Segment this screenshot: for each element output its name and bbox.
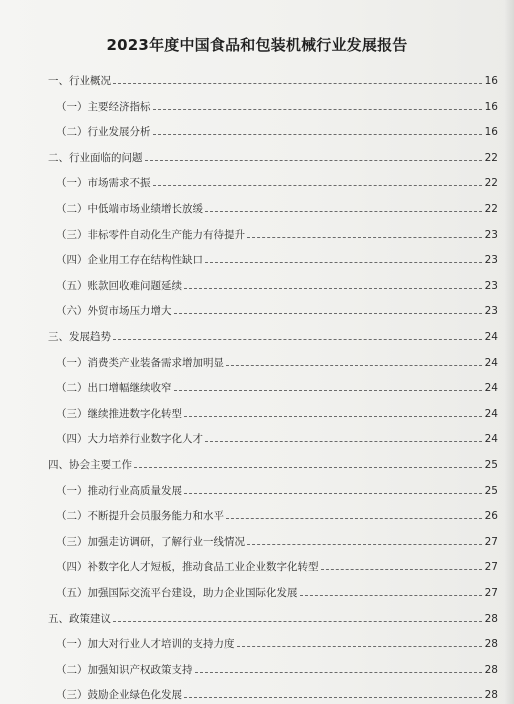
toc-entry-label: 五、政策建议 <box>48 612 111 625</box>
dot-leader <box>184 697 482 698</box>
dot-leader <box>195 672 483 673</box>
toc-subsection-entry[interactable] <box>0 121 514 139</box>
dot-leader <box>321 569 483 570</box>
toc-entry-label: （二）中低端市场业绩增长放缓 <box>56 203 203 215</box>
toc-entry-label: （三）鼓励企业绿色化发展 <box>56 689 182 702</box>
dot-leader <box>226 518 482 519</box>
toc-entry-label: （一）消费类产业装备需求增加明显 <box>56 356 224 369</box>
toc-page-number: 24 <box>484 331 498 343</box>
toc-subsection-entry[interactable] <box>0 659 514 677</box>
dot-leader <box>184 493 482 494</box>
toc-page-number: 23 <box>484 254 498 267</box>
dot-leader <box>113 339 482 340</box>
toc-page-number: 22 <box>484 203 498 215</box>
dot-leader <box>174 313 483 314</box>
toc-section-entry[interactable] <box>0 70 514 88</box>
dot-leader <box>184 416 482 417</box>
dot-leader <box>113 621 482 622</box>
toc-entry-label: （三）继续推进数字化转型 <box>56 407 182 420</box>
toc-page-number: 24 <box>484 407 498 420</box>
toc-entry-label: （二）出口增幅继续收窄 <box>56 382 172 395</box>
toc-subsection-entry[interactable] <box>0 556 514 574</box>
toc-section-entry[interactable] <box>0 608 514 626</box>
toc-page-number: 27 <box>484 561 498 574</box>
toc-subsection-entry[interactable] <box>0 96 514 114</box>
toc-page-number: 16 <box>484 126 498 139</box>
toc-entry-label: （四）补数字化人才短板，推动食品工业企业数字化转型 <box>56 561 319 574</box>
toc-entry-label: （三）非标零件自动化生产能力有待提升 <box>56 228 245 241</box>
dot-leader <box>247 237 482 238</box>
toc-entry-label: （一）主要经济指标 <box>56 100 151 113</box>
toc-subsection-entry[interactable] <box>0 403 514 421</box>
toc-page-number: 28 <box>484 638 498 651</box>
toc-subsection-entry[interactable] <box>0 428 514 446</box>
dot-leader <box>226 365 482 366</box>
toc-page-number: 16 <box>484 100 498 113</box>
toc-entry-label: （二）加强知识产权政策支持 <box>56 663 193 676</box>
dot-leader <box>184 288 482 289</box>
dot-leader <box>300 595 483 596</box>
toc-page-number: 24 <box>484 356 498 369</box>
toc-entry-label: 四、协会主要工作 <box>48 459 132 471</box>
toc-page-number: 16 <box>484 75 498 87</box>
toc-page-number: 24 <box>484 433 498 446</box>
toc-page-number: 23 <box>484 279 498 292</box>
toc-entry-label: （四）企业用工存在结构性缺口 <box>56 254 203 267</box>
dot-leader <box>205 441 482 442</box>
toc-page-number: 27 <box>484 587 498 599</box>
toc-subsection-entry[interactable] <box>0 377 514 395</box>
dot-leader <box>205 262 482 263</box>
toc-subsection-entry[interactable] <box>0 684 514 702</box>
toc-subsection-entry[interactable] <box>0 582 514 600</box>
toc-entry-label: （一）推动行业高质量发展 <box>56 484 182 497</box>
toc-entry-label: 一、行业概况 <box>48 75 111 87</box>
toc-page-number: 25 <box>484 459 498 471</box>
toc-entry-label: （一）加大对行业人才培训的支持力度 <box>56 638 235 651</box>
toc-entry-label: （二）不断提升会员服务能力和水平 <box>56 510 224 523</box>
toc-subsection-entry[interactable] <box>0 300 514 318</box>
toc-subsection-entry[interactable] <box>0 224 514 242</box>
dot-leader <box>113 83 482 84</box>
toc-page-number: 27 <box>484 535 498 548</box>
dot-leader <box>205 211 482 212</box>
toc-subsection-entry[interactable] <box>0 531 514 549</box>
dot-leader <box>153 134 483 135</box>
toc-page-number: 28 <box>484 612 498 625</box>
dot-leader <box>153 185 483 186</box>
toc-section-entry[interactable] <box>0 147 514 165</box>
toc-subsection-entry[interactable] <box>0 352 514 370</box>
toc-page-number: 24 <box>484 382 498 395</box>
toc-subsection-entry[interactable] <box>0 480 514 498</box>
dot-leader <box>153 109 483 110</box>
dot-leader <box>134 467 482 468</box>
toc-page-number: 28 <box>484 689 498 702</box>
toc-subsection-entry[interactable] <box>0 249 514 267</box>
toc-entry-label: （二）行业发展分析 <box>56 126 151 139</box>
dot-leader <box>174 390 483 391</box>
toc-subsection-entry[interactable] <box>0 275 514 293</box>
toc-entry-label: （四）大力培养行业数字化人才 <box>56 433 203 446</box>
toc-page-number: 23 <box>484 228 498 241</box>
toc-subsection-entry[interactable] <box>0 505 514 523</box>
toc-page-number: 25 <box>484 484 498 497</box>
page-title: 2023年度中国食品和包装机械行业发展报告 <box>106 36 408 54</box>
toc-section-entry[interactable] <box>0 454 514 472</box>
toc-page-number: 28 <box>484 663 498 676</box>
dot-leader <box>237 646 483 647</box>
toc-subsection-entry[interactable] <box>0 633 514 651</box>
toc-entry-label: 二、行业面临的问题 <box>48 151 143 164</box>
dot-leader <box>145 160 483 161</box>
dot-leader <box>247 544 482 545</box>
toc-entry-label: （五）加强国际交流平台建设，助力企业国际化发展 <box>56 587 298 599</box>
toc-page-number: 26 <box>484 510 498 523</box>
toc-subsection-entry[interactable] <box>0 198 514 216</box>
toc-entry-label: （一）市场需求不振 <box>56 177 151 190</box>
toc-entry-label: 三、发展趋势 <box>48 331 111 343</box>
toc-page-number: 22 <box>484 177 498 190</box>
toc-entry-label: （三）加强走访调研，了解行业一线情况 <box>56 535 245 548</box>
toc-page-number: 22 <box>484 151 498 164</box>
toc-entry-label: （六）外贸市场压力增大 <box>56 305 172 318</box>
toc-entry-label: （五）账款回收难问题延续 <box>56 279 182 292</box>
toc-subsection-entry[interactable] <box>0 172 514 190</box>
toc-page-number: 23 <box>484 305 498 318</box>
toc-section-entry[interactable] <box>0 326 514 344</box>
